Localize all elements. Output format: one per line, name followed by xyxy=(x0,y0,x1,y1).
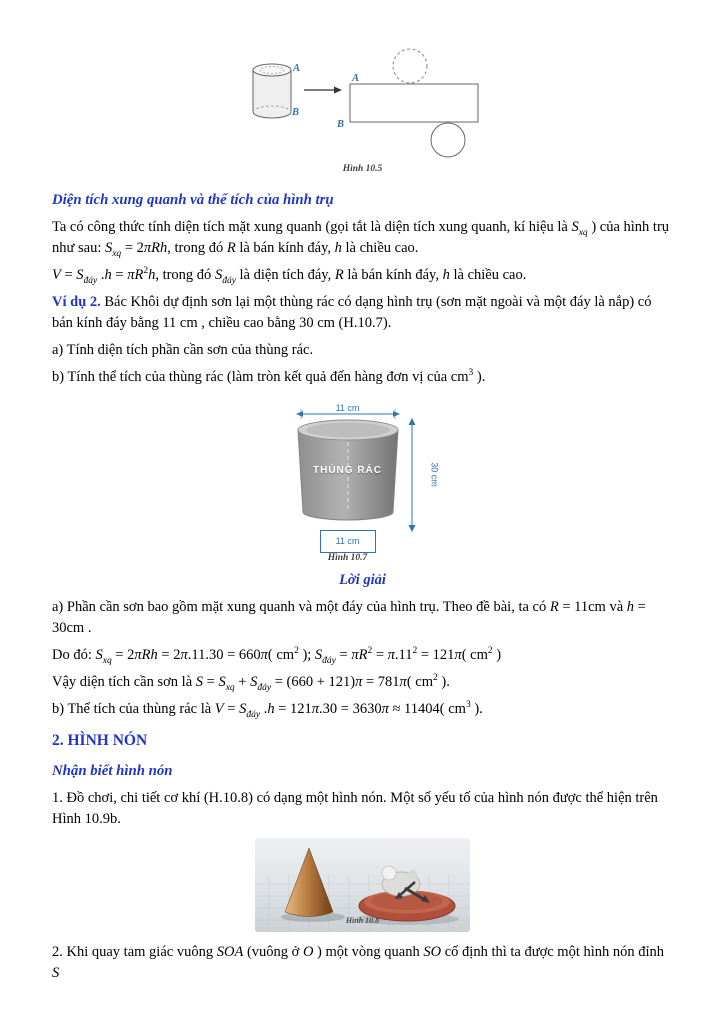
figure-cylinder-unroll xyxy=(240,44,485,180)
solution-heading: Lời giải xyxy=(339,572,386,588)
paragraph-solution-total-area: Vậy diện tích cần sơn là $S = S_{xq} + S_{đáy} = (660 + 121)\pi = 781\pi$( $cm^2$ ). xyxy=(52,673,450,693)
figure-cylinder-unroll-canvas xyxy=(240,44,485,159)
figure-caption-10-7: Hình 10.7 xyxy=(327,553,368,563)
unroll-arrow-icon xyxy=(304,87,342,94)
dimension-top-label: 11 cm xyxy=(335,403,360,413)
heading-recognize-cone: Nhận biết hình nón xyxy=(52,763,173,779)
figure-caption-10-8: Hình 10.8 xyxy=(345,916,380,925)
paragraph-cone-rotation: 2. Khi quay tam giác vuông SOA (vuông ở O ) một vòng quanh SO cố định thì ta được một hình nón đỉnh S xyxy=(52,944,665,981)
paragraph-volume-formula: $V = S_{đáy}$ $.h = \pi R^2h$, trong đó $S_{đáy}$ là diện tích đáy, R là bán kính đáy, h là chiều cao. xyxy=(52,266,527,286)
point-label-b-cylinder: B xyxy=(292,107,300,118)
paragraph-solution-b: b) Thể tích của thùng rác là $V = S_{đáy}$ .h = 121π.30 = 3630π ≈ 11404( $cm^3$ ). xyxy=(52,700,483,720)
paragraph-example-2: Ví dụ 2. Bác Khôi dự định sơn lại một thùng rác có dạng hình trụ (sơn mặt ngoài và một đáy là nắp) có bán kính đáy bằng 11 cm , chiều cao bằng 30 cm (H.10.7). xyxy=(52,294,652,331)
dimension-side-label: 30 cm xyxy=(429,462,439,487)
page-content xyxy=(0,44,725,984)
point-label-a-unrolled: A xyxy=(352,73,360,84)
figure-trash-bin xyxy=(278,398,448,564)
heading-section-2-cone: 2. HÌNH NÓN xyxy=(52,732,148,749)
paragraph-solution-computation: Do đó: $S_{xq} = 2\pi Rh = 2\pi.11.30 = 660\pi$( $cm^2$ ); $S_{đáy} = \pi R^2 = \pi.11^2 = 121\pi$( $cm^2$ ) xyxy=(52,646,502,666)
paragraph-lateral-area-formula: Ta có công thức tính diện tích mặt xung quanh (gọi tắt là diện tích xung quanh, kí hiệu là $S_{xq}$ ) của hình trụ như sau: $S_{xq} = 2\pi Rh$, trong đó R là bán kính đáy, h là chiều cao. xyxy=(52,219,670,259)
paragraph-question-b: b) Tính thể tích của thùng rác (làm tròn kết quả đến hàng đơn vị của $cm^3$ ). xyxy=(52,368,486,385)
point-label-a-cylinder: A xyxy=(293,63,301,74)
point-label-b-unrolled: B xyxy=(337,119,345,130)
cylinder-unroll-diagram xyxy=(240,44,485,159)
paragraph-solution-a: a) Phần cần sơn bao gồm mặt xung quanh và một đáy của hình trụ. Theo đề bài, ta có R = 11cm và h = 30cm . xyxy=(52,599,646,636)
figure-cone-toys-photo xyxy=(255,838,470,932)
trash-bin-text: THÙNG RÁC xyxy=(313,465,382,476)
figure-caption-10-5: Hình 10.5 xyxy=(342,164,383,174)
wooden-cone xyxy=(285,848,333,917)
paragraph-cone-intro: 1. Đồ chơi, chi tiết cơ khí (H.10.8) có dạng một hình nón. Một số yếu tố của hình nón được thể hiện trên Hình 10.9b. xyxy=(52,790,658,827)
dimension-bottom-label: 11 cm xyxy=(320,530,376,553)
dimension-arrow-side xyxy=(406,418,418,532)
paragraph-question-a: a) Tính diện tích phần cần sơn của thùng rác. xyxy=(52,342,314,358)
heading-surface-area-volume: Diện tích xung quanh và thể tích của hình trụ xyxy=(52,192,334,208)
